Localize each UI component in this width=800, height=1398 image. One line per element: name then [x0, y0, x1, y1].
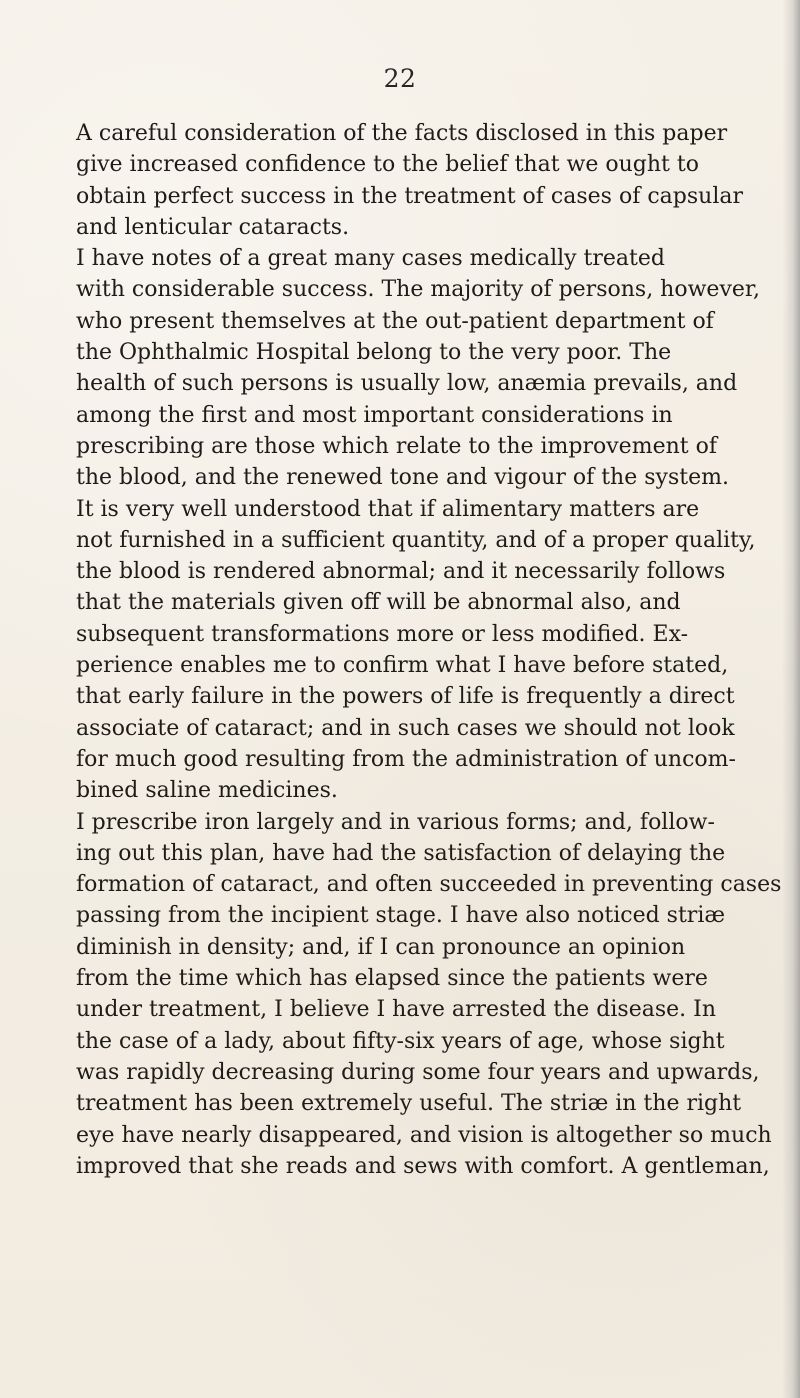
text-line: under treatment, I believe I have arrested the disease. In — [76, 997, 717, 1023]
text-line: the case of a lady, about fifty-six years of age, whose sight — [76, 1028, 725, 1054]
text-line: I have notes of a great many cases medically treated — [76, 246, 665, 272]
text-line: and lenticular cataracts. — [76, 214, 350, 240]
text-line: passing from the incipient stage. I have also noticed striæ — [76, 903, 726, 929]
text-line: that early failure in the powers of life is frequently a direct — [76, 684, 735, 710]
text-line: the blood, and the renewed tone and vigour of the system. — [76, 465, 729, 491]
text-line: It is very well understood that if alimentary matters are — [76, 496, 700, 522]
text-line: with considerable success. The majority of persons, however, — [76, 277, 760, 303]
text-line: treatment has been extremely useful. The striæ in the right — [76, 1091, 742, 1117]
page-edge-shadow — [782, 0, 800, 1398]
text-line: from the time which has elapsed since the patients were — [76, 966, 708, 992]
text-line: among the first and most important considerations in — [76, 402, 673, 428]
text-line: diminish in density; and, if I can pronounce an opinion — [76, 934, 686, 960]
text-line: obtain perfect success in the treatment of cases of capsular — [76, 183, 743, 209]
paragraph-2 — [55, 243, 760, 806]
text-line: not furnished in a sufficient quantity, and of a proper quality, — [76, 527, 756, 553]
text-line: associate of cataract; and in such cases we should not look — [76, 715, 735, 741]
page-text — [55, 118, 782, 1182]
text-line: ing out this plan, have had the satisfaction of delaying the — [76, 840, 726, 866]
text-line: perience enables me to confirm what I have before stated, — [76, 653, 729, 679]
text-line: bined saline medicines. — [76, 778, 338, 804]
text-line: subsequent transformations more or less modified. Ex- — [76, 621, 689, 647]
text-line: improved that she reads and sews with comfort. A gentleman, — [76, 1153, 770, 1179]
text-line: health of such persons is usually low, anæmia prevails, and — [76, 371, 738, 397]
text-line: I prescribe iron largely and in various forms; and, follow- — [76, 809, 715, 835]
text-line: formation of cataract, and often succeeded in preventing cases — [76, 872, 782, 898]
text-line: who present themselves at the out-patient department of — [76, 308, 714, 334]
text-line: give increased confidence to the belief that we ought to — [76, 152, 699, 178]
paragraph-3 — [55, 807, 782, 1183]
text-line: prescribing are those which relate to the improvement of — [76, 433, 717, 459]
paragraph-1 — [55, 118, 744, 243]
text-line: that the materials given off will be abnormal also, and — [76, 590, 681, 616]
text-line: the blood is rendered abnormal; and it necessarily follows — [76, 559, 726, 585]
text-line: the Ophthalmic Hospital belong to the very poor. The — [76, 340, 672, 366]
text-line: for much good resulting from the administration of uncom- — [76, 746, 736, 772]
text-line: A careful consideration of the facts disclosed in this paper — [76, 121, 728, 146]
text-line: was rapidly decreasing during some four years and upwards, — [76, 1059, 760, 1085]
text-line: eye have nearly disappeared, and vision is altogether so much — [76, 1122, 772, 1148]
page-number: 22 — [383, 64, 417, 93]
